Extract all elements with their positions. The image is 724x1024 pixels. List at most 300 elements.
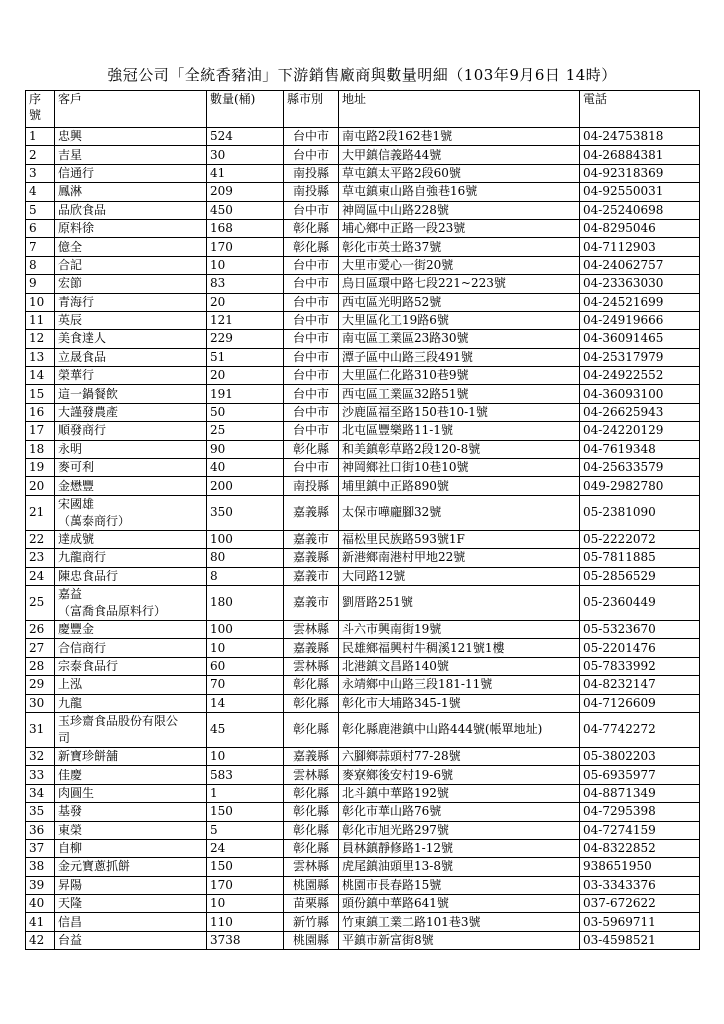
cell-customer: 鳳淋 bbox=[55, 183, 207, 201]
cell-county: 彰化縣 bbox=[284, 694, 339, 712]
cell-phone: 04-25317979 bbox=[580, 348, 700, 366]
cell-phone: 05-5323670 bbox=[580, 620, 700, 638]
cell-county: 嘉義縣 bbox=[284, 549, 339, 567]
cell-no: 26 bbox=[26, 620, 55, 638]
cell-customer: 億全 bbox=[55, 238, 207, 256]
cell-phone: 938651950 bbox=[580, 858, 700, 876]
cell-address: 西屯區光明路52號 bbox=[339, 293, 580, 311]
cell-no: 35 bbox=[26, 803, 55, 821]
cell-phone: 04-92550031 bbox=[580, 183, 700, 201]
cell-no: 22 bbox=[26, 530, 55, 548]
cell-customer: 品欣食品 bbox=[55, 201, 207, 219]
cell-qty: 14 bbox=[207, 694, 284, 712]
cell-qty: 10 bbox=[207, 256, 284, 274]
cell-address: 沙鹿區福至路150巷10-1號 bbox=[339, 403, 580, 421]
cell-county: 彰化縣 bbox=[284, 676, 339, 694]
cell-customer: 東榮 bbox=[55, 821, 207, 839]
cell-no: 41 bbox=[26, 913, 55, 931]
cell-customer: 台益 bbox=[55, 931, 207, 949]
cell-address: 太保市嘩龐腳32號 bbox=[339, 495, 580, 530]
cell-customer: 基發 bbox=[55, 803, 207, 821]
cell-phone: 04-24220129 bbox=[580, 422, 700, 440]
cell-phone: 04-24521699 bbox=[580, 293, 700, 311]
table-row bbox=[26, 821, 700, 839]
cell-address: 麥寮鄉後安村19-6號 bbox=[339, 766, 580, 784]
cell-county: 台中市 bbox=[284, 385, 339, 403]
cell-phone: 03-4598521 bbox=[580, 931, 700, 949]
cell-phone: 049-2982780 bbox=[580, 477, 700, 495]
cell-county: 台中市 bbox=[284, 422, 339, 440]
cell-qty: 110 bbox=[207, 913, 284, 931]
cell-address: 北屯區豐樂路11-1號 bbox=[339, 422, 580, 440]
cell-phone: 04-36093100 bbox=[580, 385, 700, 403]
cell-no: 3 bbox=[26, 164, 55, 182]
cell-address: 彰化市大埔路345-1號 bbox=[339, 694, 580, 712]
cell-phone: 05-7833992 bbox=[580, 657, 700, 675]
cell-customer: 立晟食品 bbox=[55, 348, 207, 366]
table-row bbox=[26, 146, 700, 164]
table-row bbox=[26, 766, 700, 784]
cell-address: 平鎮市新富街8號 bbox=[339, 931, 580, 949]
header-customer: 客戶 bbox=[55, 91, 207, 128]
cell-county: 雲林縣 bbox=[284, 620, 339, 638]
cell-qty: 191 bbox=[207, 385, 284, 403]
header-phone: 電話 bbox=[580, 91, 700, 128]
cell-county: 雲林縣 bbox=[284, 657, 339, 675]
table-row bbox=[26, 657, 700, 675]
cell-address: 神岡區中山路228號 bbox=[339, 201, 580, 219]
cell-no: 18 bbox=[26, 440, 55, 458]
cell-customer: 達成號 bbox=[55, 530, 207, 548]
cell-no: 13 bbox=[26, 348, 55, 366]
cell-no: 38 bbox=[26, 858, 55, 876]
cell-no: 5 bbox=[26, 201, 55, 219]
cell-no: 9 bbox=[26, 275, 55, 293]
cell-qty: 209 bbox=[207, 183, 284, 201]
header-no: 序號 bbox=[26, 91, 55, 128]
cell-no: 8 bbox=[26, 256, 55, 274]
cell-qty: 90 bbox=[207, 440, 284, 458]
cell-address: 埔里鎮中正路890號 bbox=[339, 477, 580, 495]
sales-table bbox=[25, 90, 700, 950]
cell-customer: 上泓 bbox=[55, 676, 207, 694]
cell-county: 彰化縣 bbox=[284, 219, 339, 237]
cell-qty: 10 bbox=[207, 639, 284, 657]
cell-phone: 04-36091465 bbox=[580, 330, 700, 348]
cell-address: 大里市愛心一街20號 bbox=[339, 256, 580, 274]
cell-address: 民雄鄉福興村牛稠溪121號1樓 bbox=[339, 639, 580, 657]
header-address: 地址 bbox=[339, 91, 580, 128]
cell-county: 台中市 bbox=[284, 128, 339, 146]
cell-no: 20 bbox=[26, 477, 55, 495]
cell-phone: 05-2222072 bbox=[580, 530, 700, 548]
table-row bbox=[26, 913, 700, 931]
cell-county: 台中市 bbox=[284, 146, 339, 164]
table-row bbox=[26, 620, 700, 638]
cell-phone: 05-2201476 bbox=[580, 639, 700, 657]
cell-address: 草屯鎮太平路2段60號 bbox=[339, 164, 580, 182]
cell-customer bbox=[55, 585, 207, 620]
cell-qty: 10 bbox=[207, 747, 284, 765]
cell-customer: 這一鍋餐飲 bbox=[55, 385, 207, 403]
cell-no: 14 bbox=[26, 367, 55, 385]
cell-customer: 美食達人 bbox=[55, 330, 207, 348]
table-row bbox=[26, 549, 700, 567]
cell-qty: 229 bbox=[207, 330, 284, 348]
cell-customer: 宏節 bbox=[55, 275, 207, 293]
cell-customer: 青海行 bbox=[55, 293, 207, 311]
cell-county: 台中市 bbox=[284, 256, 339, 274]
table-row bbox=[26, 931, 700, 949]
cell-county: 嘉義市 bbox=[284, 530, 339, 548]
cell-customer: 信昌 bbox=[55, 913, 207, 931]
table-row bbox=[26, 530, 700, 548]
cell-qty: 41 bbox=[207, 164, 284, 182]
cell-county: 嘉義縣 bbox=[284, 639, 339, 657]
cell-customer: 信通行 bbox=[55, 164, 207, 182]
cell-phone: 03-5969711 bbox=[580, 913, 700, 931]
cell-address: 六腳鄉蒜頭村77-28號 bbox=[339, 747, 580, 765]
table-row bbox=[26, 183, 700, 201]
cell-address: 南屯區工業區23路30號 bbox=[339, 330, 580, 348]
cell-no: 16 bbox=[26, 403, 55, 421]
table-row bbox=[26, 311, 700, 329]
cell-no: 30 bbox=[26, 694, 55, 712]
cell-no: 40 bbox=[26, 895, 55, 913]
cell-no: 19 bbox=[26, 459, 55, 477]
cell-customer: 天隆 bbox=[55, 895, 207, 913]
cell-customer: 新寶珍餅舖 bbox=[55, 747, 207, 765]
cell-phone: 05-2360449 bbox=[580, 585, 700, 620]
customer-name-line2: 司 bbox=[58, 730, 71, 745]
cell-address: 劉厝路251號 bbox=[339, 585, 580, 620]
table-row bbox=[26, 477, 700, 495]
cell-qty: 150 bbox=[207, 858, 284, 876]
cell-county: 台中市 bbox=[284, 293, 339, 311]
cell-phone: 04-26625943 bbox=[580, 403, 700, 421]
cell-no: 29 bbox=[26, 676, 55, 694]
table-row bbox=[26, 367, 700, 385]
cell-qty: 1 bbox=[207, 784, 284, 802]
cell-county: 嘉義縣 bbox=[284, 495, 339, 530]
cell-customer bbox=[55, 495, 207, 530]
cell-county: 南投縣 bbox=[284, 164, 339, 182]
table-row bbox=[26, 585, 700, 620]
cell-address: 和美鎮彰草路2段120-8號 bbox=[339, 440, 580, 458]
cell-county: 台中市 bbox=[284, 311, 339, 329]
cell-address: 新港鄉南港村甲地22號 bbox=[339, 549, 580, 567]
cell-address: 埔心鄉中正路一段23號 bbox=[339, 219, 580, 237]
cell-no: 32 bbox=[26, 747, 55, 765]
cell-no: 2 bbox=[26, 146, 55, 164]
cell-qty: 20 bbox=[207, 293, 284, 311]
cell-county: 彰化縣 bbox=[284, 803, 339, 821]
cell-phone: 04-92318369 bbox=[580, 164, 700, 182]
table-row bbox=[26, 495, 700, 530]
cell-county: 台中市 bbox=[284, 348, 339, 366]
cell-qty: 3738 bbox=[207, 931, 284, 949]
cell-county: 彰化縣 bbox=[284, 839, 339, 857]
cell-qty: 30 bbox=[207, 146, 284, 164]
table-row bbox=[26, 895, 700, 913]
table-row bbox=[26, 385, 700, 403]
cell-no: 15 bbox=[26, 385, 55, 403]
cell-address: 斗六市興南街19號 bbox=[339, 620, 580, 638]
cell-address: 神岡鄉社口街10巷10號 bbox=[339, 459, 580, 477]
cell-customer: 宗泰食品行 bbox=[55, 657, 207, 675]
cell-customer: 九龍商行 bbox=[55, 549, 207, 567]
cell-customer: 肉圓生 bbox=[55, 784, 207, 802]
cell-customer: 忠興 bbox=[55, 128, 207, 146]
table-row bbox=[26, 858, 700, 876]
cell-no: 21 bbox=[26, 495, 55, 530]
table-row bbox=[26, 348, 700, 366]
cell-customer: 原料徐 bbox=[55, 219, 207, 237]
cell-phone: 05-3802203 bbox=[580, 747, 700, 765]
cell-address: 福松里民族路593號1F bbox=[339, 530, 580, 548]
cell-address: 永靖鄉中山路三段181-11號 bbox=[339, 676, 580, 694]
cell-phone: 04-24062757 bbox=[580, 256, 700, 274]
cell-no: 36 bbox=[26, 821, 55, 839]
cell-qty: 168 bbox=[207, 219, 284, 237]
cell-customer: 自柳 bbox=[55, 839, 207, 857]
cell-no: 7 bbox=[26, 238, 55, 256]
cell-phone: 04-7126609 bbox=[580, 694, 700, 712]
cell-no: 6 bbox=[26, 219, 55, 237]
cell-phone: 04-25633579 bbox=[580, 459, 700, 477]
customer-name-line1: 嘉益 bbox=[58, 586, 83, 601]
table-row bbox=[26, 403, 700, 421]
cell-county: 南投縣 bbox=[284, 477, 339, 495]
cell-phone: 04-8295046 bbox=[580, 219, 700, 237]
cell-qty: 170 bbox=[207, 876, 284, 894]
cell-county: 彰化縣 bbox=[284, 712, 339, 747]
cell-qty: 51 bbox=[207, 348, 284, 366]
cell-address: 大里區化工19路6號 bbox=[339, 311, 580, 329]
cell-address: 桃園市長春路15號 bbox=[339, 876, 580, 894]
customer-name-line2: （萬泰商行） bbox=[58, 513, 131, 528]
cell-address: 北港鎮文昌路140號 bbox=[339, 657, 580, 675]
table-row bbox=[26, 839, 700, 857]
cell-customer: 金懋豐 bbox=[55, 477, 207, 495]
customer-name-line1: 玉珍齋食品股份有限公 bbox=[58, 713, 179, 728]
cell-phone: 04-7742272 bbox=[580, 712, 700, 747]
cell-address: 烏日區環中路七段221~223號 bbox=[339, 275, 580, 293]
table-row bbox=[26, 803, 700, 821]
table-row bbox=[26, 275, 700, 293]
cell-customer: 慶豐金 bbox=[55, 620, 207, 638]
cell-phone: 05-2381090 bbox=[580, 495, 700, 530]
table-row bbox=[26, 747, 700, 765]
table-row bbox=[26, 330, 700, 348]
cell-qty: 5 bbox=[207, 821, 284, 839]
cell-customer: 九龍 bbox=[55, 694, 207, 712]
cell-no: 12 bbox=[26, 330, 55, 348]
cell-qty: 8 bbox=[207, 567, 284, 585]
cell-phone: 04-24922552 bbox=[580, 367, 700, 385]
cell-county: 雲林縣 bbox=[284, 858, 339, 876]
table-row bbox=[26, 440, 700, 458]
cell-no: 39 bbox=[26, 876, 55, 894]
table-row bbox=[26, 164, 700, 182]
cell-county: 桃園縣 bbox=[284, 876, 339, 894]
cell-no: 24 bbox=[26, 567, 55, 585]
cell-address: 潭子區中山路三段491號 bbox=[339, 348, 580, 366]
cell-no: 42 bbox=[26, 931, 55, 949]
cell-phone: 04-26884381 bbox=[580, 146, 700, 164]
cell-county: 嘉義縣 bbox=[284, 747, 339, 765]
cell-address: 彰化市旭光路297號 bbox=[339, 821, 580, 839]
cell-county: 台中市 bbox=[284, 201, 339, 219]
cell-qty: 180 bbox=[207, 585, 284, 620]
cell-no: 33 bbox=[26, 766, 55, 784]
cell-qty: 450 bbox=[207, 201, 284, 219]
cell-no: 34 bbox=[26, 784, 55, 802]
cell-no: 28 bbox=[26, 657, 55, 675]
table-row bbox=[26, 256, 700, 274]
cell-county: 新竹縣 bbox=[284, 913, 339, 931]
cell-county: 桃園縣 bbox=[284, 931, 339, 949]
cell-county: 南投縣 bbox=[284, 183, 339, 201]
table-row bbox=[26, 712, 700, 747]
cell-customer: 榮華行 bbox=[55, 367, 207, 385]
table-row bbox=[26, 422, 700, 440]
cell-county: 苗栗縣 bbox=[284, 895, 339, 913]
cell-phone: 037-672622 bbox=[580, 895, 700, 913]
cell-customer: 金元寶蔥抓餅 bbox=[55, 858, 207, 876]
cell-qty: 524 bbox=[207, 128, 284, 146]
cell-customer: 麥可利 bbox=[55, 459, 207, 477]
cell-no: 27 bbox=[26, 639, 55, 657]
cell-address: 虎尾鎮油頭里13-8號 bbox=[339, 858, 580, 876]
cell-qty: 83 bbox=[207, 275, 284, 293]
table-row bbox=[26, 238, 700, 256]
cell-customer: 英辰 bbox=[55, 311, 207, 329]
cell-county: 彰化縣 bbox=[284, 784, 339, 802]
cell-customer: 佳慶 bbox=[55, 766, 207, 784]
cell-qty: 350 bbox=[207, 495, 284, 530]
cell-customer: 昇陽 bbox=[55, 876, 207, 894]
cell-county: 彰化縣 bbox=[284, 821, 339, 839]
cell-no: 37 bbox=[26, 839, 55, 857]
table-row bbox=[26, 567, 700, 585]
cell-customer: 陳忠食品行 bbox=[55, 567, 207, 585]
cell-address: 頭份鎮中華路641號 bbox=[339, 895, 580, 913]
table-row bbox=[26, 639, 700, 657]
table-body bbox=[26, 128, 700, 950]
table-row bbox=[26, 128, 700, 146]
cell-phone: 05-7811885 bbox=[580, 549, 700, 567]
cell-qty: 200 bbox=[207, 477, 284, 495]
cell-county: 嘉義市 bbox=[284, 585, 339, 620]
cell-address: 彰化縣鹿港鎮中山路444號(帳單地址) bbox=[339, 712, 580, 747]
cell-address: 大甲鎮信義路44號 bbox=[339, 146, 580, 164]
cell-customer: 大謹發農產 bbox=[55, 403, 207, 421]
cell-customer: 合信商行 bbox=[55, 639, 207, 657]
cell-no: 17 bbox=[26, 422, 55, 440]
cell-address: 西屯區工業區32路51號 bbox=[339, 385, 580, 403]
cell-address: 草屯鎮東山路自強巷16號 bbox=[339, 183, 580, 201]
customer-name-line1: 宋國雄 bbox=[58, 496, 95, 511]
cell-qty: 80 bbox=[207, 549, 284, 567]
cell-address: 彰化市英士路37號 bbox=[339, 238, 580, 256]
cell-phone: 03-3343376 bbox=[580, 876, 700, 894]
cell-county: 彰化縣 bbox=[284, 440, 339, 458]
header-qty: 數量(桶) bbox=[207, 91, 284, 128]
cell-phone: 04-24753818 bbox=[580, 128, 700, 146]
cell-phone: 04-8232147 bbox=[580, 676, 700, 694]
cell-qty: 20 bbox=[207, 367, 284, 385]
cell-phone: 04-8322852 bbox=[580, 839, 700, 857]
cell-county: 台中市 bbox=[284, 275, 339, 293]
cell-customer: 順發商行 bbox=[55, 422, 207, 440]
table-row bbox=[26, 219, 700, 237]
cell-qty: 170 bbox=[207, 238, 284, 256]
cell-phone: 04-7274159 bbox=[580, 821, 700, 839]
cell-no: 10 bbox=[26, 293, 55, 311]
cell-no: 23 bbox=[26, 549, 55, 567]
table-row bbox=[26, 201, 700, 219]
header-county: 縣市別 bbox=[284, 91, 339, 128]
table-row bbox=[26, 293, 700, 311]
cell-no: 25 bbox=[26, 585, 55, 620]
cell-qty: 50 bbox=[207, 403, 284, 421]
cell-phone: 04-25240698 bbox=[580, 201, 700, 219]
cell-address: 員林鎮靜修路1-12號 bbox=[339, 839, 580, 857]
cell-qty: 45 bbox=[207, 712, 284, 747]
table-row bbox=[26, 694, 700, 712]
table-row bbox=[26, 876, 700, 894]
table-row bbox=[26, 459, 700, 477]
cell-phone: 04-24919666 bbox=[580, 311, 700, 329]
cell-customer: 合記 bbox=[55, 256, 207, 274]
cell-county: 台中市 bbox=[284, 403, 339, 421]
cell-phone: 04-7619348 bbox=[580, 440, 700, 458]
cell-county: 台中市 bbox=[284, 330, 339, 348]
cell-phone: 04-8871349 bbox=[580, 784, 700, 802]
cell-qty: 150 bbox=[207, 803, 284, 821]
cell-county: 台中市 bbox=[284, 367, 339, 385]
cell-address: 南屯路2段162巷1號 bbox=[339, 128, 580, 146]
document-title: 強冠公司「全統香豬油」下游銷售廠商與數量明細（103年9月6日 14時） bbox=[107, 66, 617, 84]
cell-customer bbox=[55, 712, 207, 747]
cell-address: 大里區仁化路310巷9號 bbox=[339, 367, 580, 385]
cell-address: 竹東鎮工業二路101巷3號 bbox=[339, 913, 580, 931]
cell-address: 彰化市華山路76號 bbox=[339, 803, 580, 821]
table-row bbox=[26, 676, 700, 694]
cell-county: 嘉義市 bbox=[284, 567, 339, 585]
cell-no: 1 bbox=[26, 128, 55, 146]
cell-qty: 40 bbox=[207, 459, 284, 477]
cell-qty: 121 bbox=[207, 311, 284, 329]
cell-phone: 04-23363030 bbox=[580, 275, 700, 293]
customer-name-line2: （富喬食品原料行） bbox=[58, 603, 167, 618]
cell-qty: 60 bbox=[207, 657, 284, 675]
cell-no: 31 bbox=[26, 712, 55, 747]
cell-no: 11 bbox=[26, 311, 55, 329]
cell-address: 大同路12號 bbox=[339, 567, 580, 585]
cell-qty: 25 bbox=[207, 422, 284, 440]
cell-address: 北斗鎮中華路192號 bbox=[339, 784, 580, 802]
cell-phone: 05-2856529 bbox=[580, 567, 700, 585]
cell-qty: 100 bbox=[207, 620, 284, 638]
cell-phone: 05-6935977 bbox=[580, 766, 700, 784]
cell-qty: 10 bbox=[207, 895, 284, 913]
table-header-row bbox=[26, 91, 700, 128]
table-row bbox=[26, 784, 700, 802]
cell-county: 彰化縣 bbox=[284, 238, 339, 256]
cell-customer: 吉星 bbox=[55, 146, 207, 164]
